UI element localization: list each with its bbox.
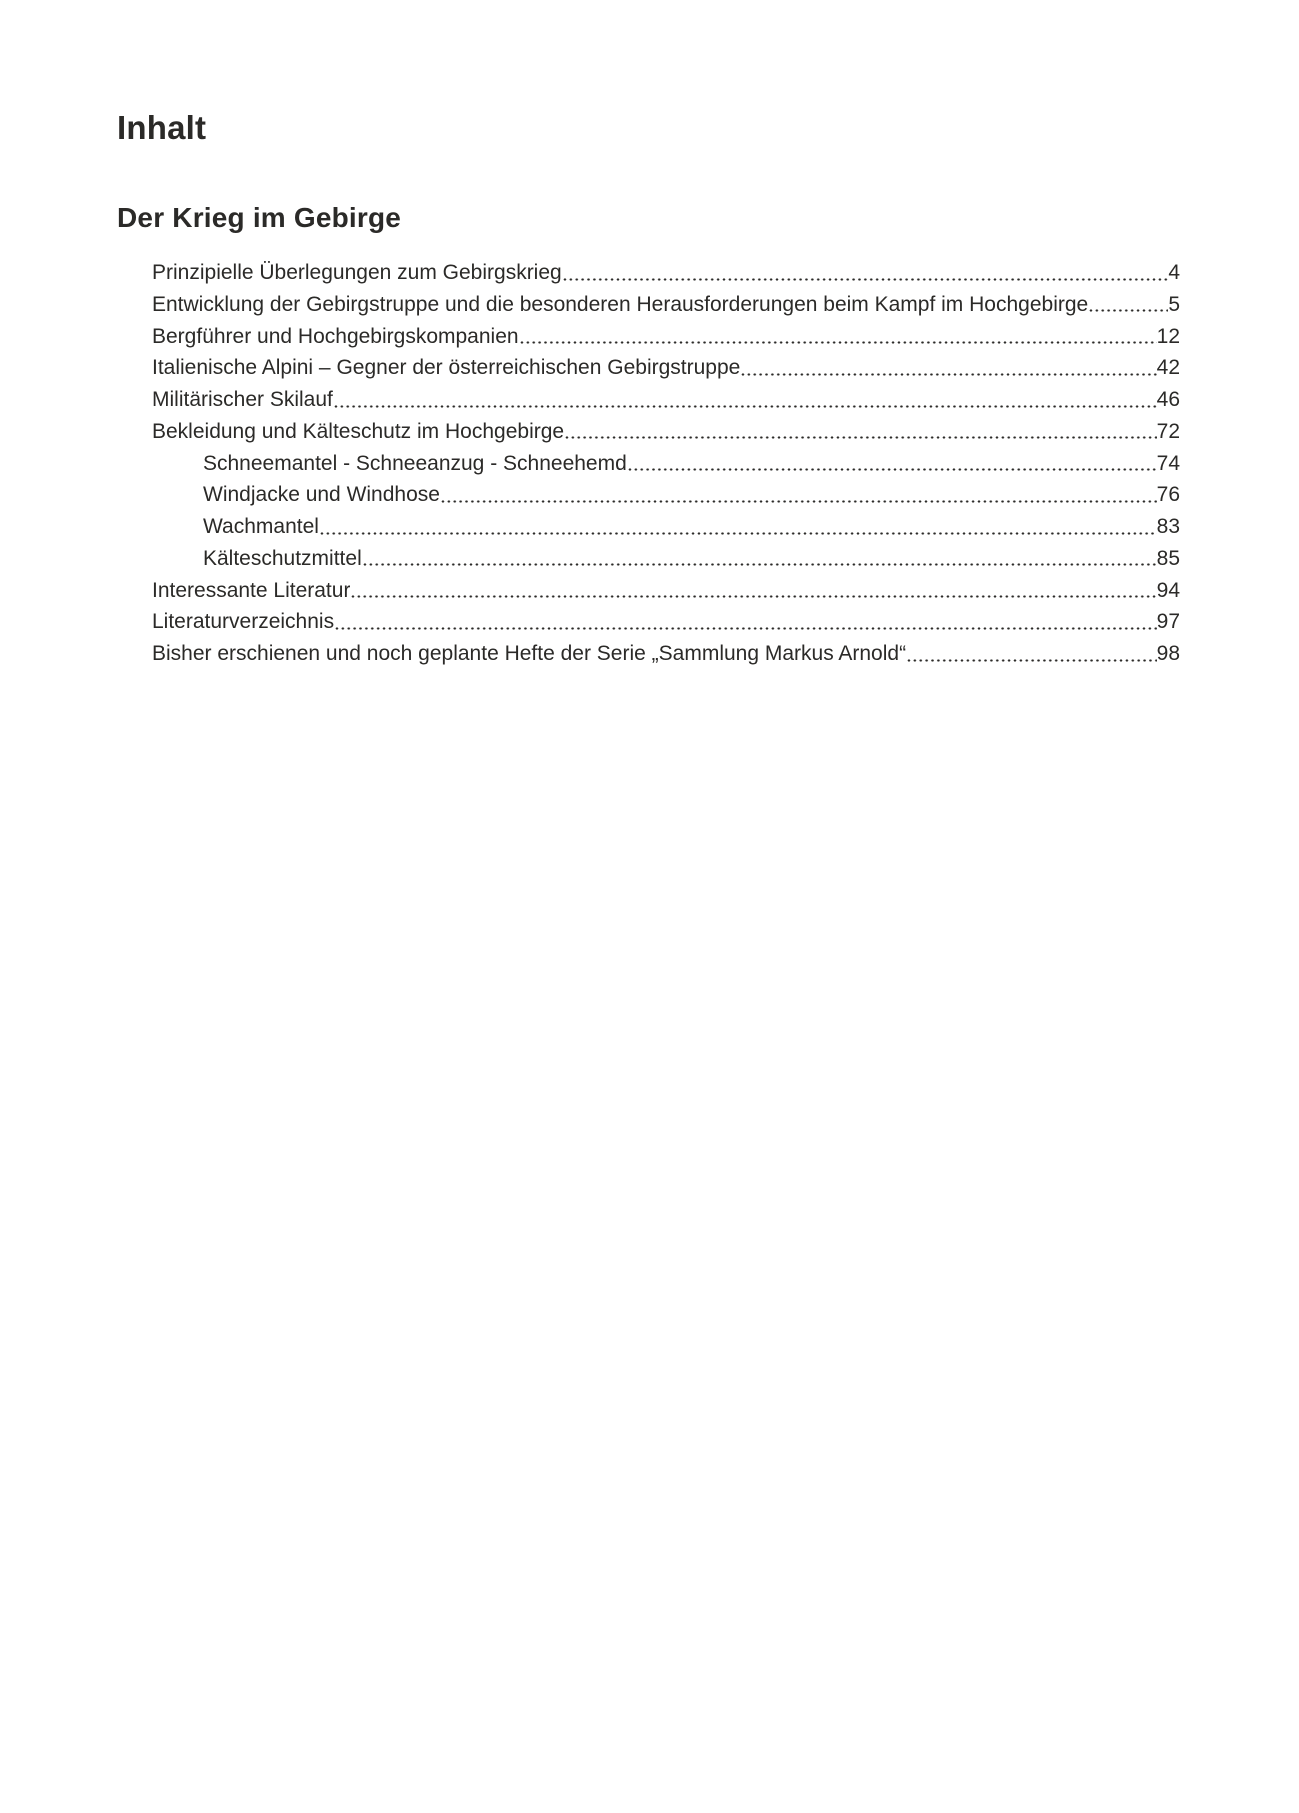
section-heading: Der Krieg im Gebirge xyxy=(117,202,402,233)
toc-leader-dots xyxy=(1088,289,1168,321)
toc-leader-dots xyxy=(519,321,1157,353)
toc-list xyxy=(152,257,1180,670)
toc-entry[interactable] xyxy=(152,638,1180,670)
toc-entry-label: Militärischer Skilauf xyxy=(152,388,333,411)
toc-page-number: 12 xyxy=(1156,324,1180,348)
toc-page-number: 98 xyxy=(1156,642,1180,665)
toc-leader-dots xyxy=(906,638,1157,670)
toc-entry-label: Kälteschutzmittel xyxy=(203,546,362,570)
toc-entry-label: Prinzipielle Überlegungen zum Gebirgskrieg xyxy=(152,261,562,284)
toc-leader-dots xyxy=(562,257,1169,289)
toc-page-number: 5 xyxy=(1168,292,1180,316)
toc-leader-dots xyxy=(319,511,1157,543)
toc-entry[interactable] xyxy=(152,511,1180,543)
toc-entry-label: Italienische Alpini – Gegner der österreichischen Gebirgstruppe xyxy=(152,356,741,380)
page-title: Inhalt xyxy=(117,109,207,146)
toc-entry-label: Schneemantel - Schneeanzug - Schneehemd xyxy=(203,451,627,475)
toc-entry[interactable] xyxy=(152,575,1180,607)
toc-page-number: 76 xyxy=(1156,483,1180,507)
toc-leader-dots xyxy=(740,352,1156,384)
toc-leader-dots xyxy=(333,384,1157,416)
toc-leader-dots xyxy=(334,606,1157,638)
toc-entry-label: Entwicklung der Gebirgstruppe und die besonderen Herausforderungen beim Kampf im Hochgebirge xyxy=(152,292,1089,316)
toc-entry[interactable] xyxy=(152,384,1180,416)
toc-page-number: 4 xyxy=(1168,261,1180,284)
toc-entry[interactable] xyxy=(152,543,1180,575)
toc-leader-dots xyxy=(627,448,1157,480)
toc-entry[interactable] xyxy=(152,479,1180,511)
toc-page-number: 85 xyxy=(1156,546,1180,570)
toc-page-number: 46 xyxy=(1156,388,1180,411)
toc-leader-dots xyxy=(440,479,1157,511)
toc-entry[interactable] xyxy=(152,416,1180,448)
toc-page-number: 74 xyxy=(1156,451,1180,475)
toc-entry[interactable] xyxy=(152,321,1180,353)
toc-leader-dots xyxy=(350,575,1156,607)
toc-leader-dots xyxy=(564,416,1157,448)
toc-page-number: 94 xyxy=(1156,578,1180,602)
toc-entry-label: Bisher erschienen und noch geplante Hefte der Serie „Sammlung Markus Arnold“ xyxy=(152,642,907,665)
toc-entry[interactable] xyxy=(152,257,1180,289)
toc-entry[interactable] xyxy=(152,448,1180,480)
toc-entry[interactable] xyxy=(152,606,1180,638)
toc-entry-label: Bergführer und Hochgebirgskompanien xyxy=(152,324,519,348)
toc-entry-label: Literaturverzeichnis xyxy=(152,610,335,634)
toc-page-number: 83 xyxy=(1156,515,1180,538)
toc-leader-dots xyxy=(362,543,1157,575)
toc-entry-label: Bekleidung und Kälteschutz im Hochgebirge xyxy=(152,419,565,443)
toc-entry[interactable] xyxy=(152,352,1180,384)
toc-page-number: 72 xyxy=(1156,419,1180,443)
toc-entry-label: Interessante Literatur xyxy=(152,578,351,602)
toc-page-number: 42 xyxy=(1156,356,1180,380)
toc-entry-label: Windjacke und Windhose xyxy=(203,483,440,507)
toc-entry[interactable] xyxy=(152,289,1180,321)
toc-page-number: 97 xyxy=(1156,610,1180,634)
toc-entry-label: Wachmantel xyxy=(203,515,319,538)
